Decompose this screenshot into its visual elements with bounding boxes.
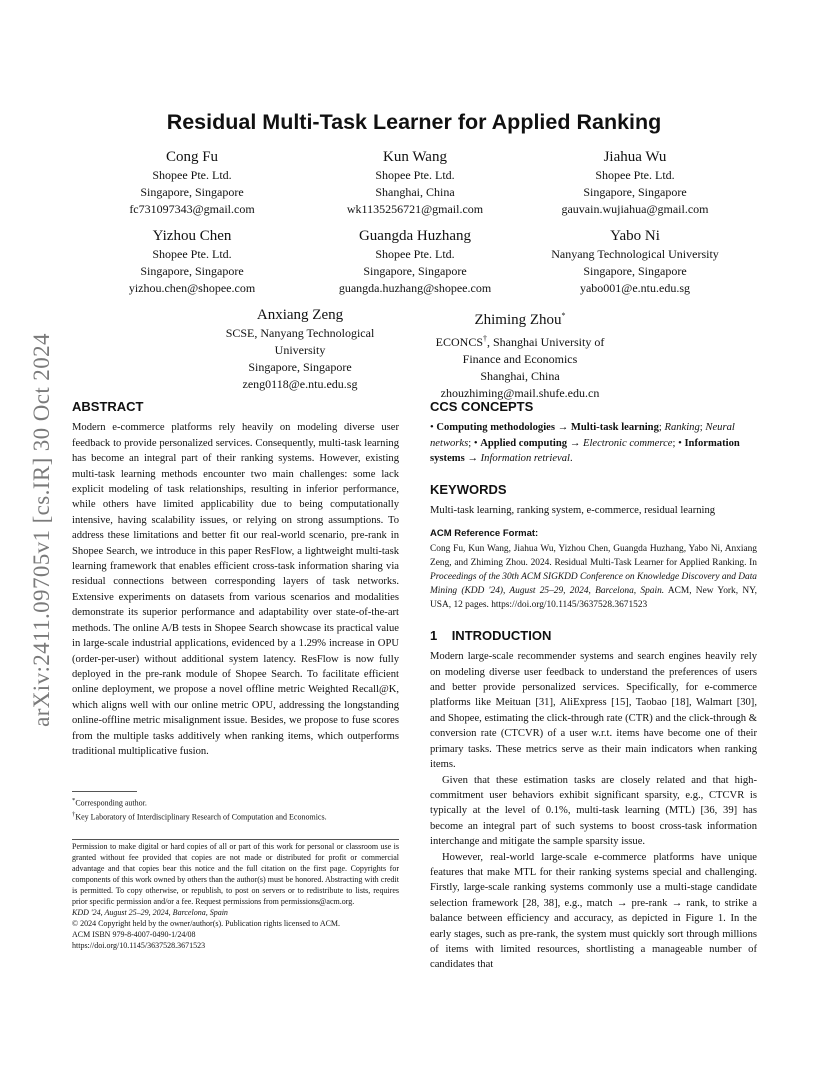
author-email: yabo001@e.ntu.edu.sg: [579, 281, 691, 295]
author-block: [410, 306, 630, 402]
abstract-section: [72, 399, 399, 759]
acm-ref-heading: ACM Reference Format:: [430, 528, 539, 540]
keywords-heading: KEYWORDS: [430, 481, 507, 497]
author-block: [310, 148, 520, 218]
author-affiliation: Shopee Pte. Ltd.: [152, 168, 232, 182]
ccs-item: Information systems: [430, 437, 740, 465]
author-block: [530, 148, 740, 218]
author-name: Guangda Huzhang: [358, 228, 472, 244]
author-name: Jiahua Wu: [603, 149, 667, 165]
author-email: wk1135256721@gmail.com: [346, 202, 484, 216]
ccs-item: Multi-task learning: [570, 422, 659, 434]
footnote-rule: [72, 791, 137, 792]
author-location: Singapore, Singapore: [140, 264, 244, 278]
author-email: zeng0118@e.ntu.edu.sg: [242, 377, 358, 391]
permission-block: [72, 839, 399, 951]
intro-paragraph-2: Given that these estimation tasks are closely related and that high-commitment user behaviors exhibit significant sparsity, e.g., CTCVR is typically at the level of 0.1%, multi-task learning (MTL) [36, 39] has become an integral part of such systems to boost cross-task information interchange and mitigate the sample sparsity issue.: [430, 774, 757, 848]
author-affiliation: University: [274, 343, 326, 357]
author-location: Shanghai, China: [480, 369, 560, 383]
affiliation-mark: †: [483, 334, 487, 343]
keywords-text: Multi-task learning, ranking system, e-commerce, residual learning: [430, 505, 716, 517]
acm-ref-text: Cong Fu, Kun Wang, Jiahua Wu, Yizhou Chen, Guangda Huzhang, Yabo Ni, Anxiang Zeng, and Zhiming Zhou. 2024. Residual Multi-Task Learner for Applied Ranking. In Proceedings of the 30th ACM SIGKDD Conference on Knowledge Discovery and Data Mining (KDD '24), August 25–29, 2024, Barcelona, Spain. ACM, New York, NY, USA, 12 pages. https://doi.org/10.1145/3637528.3671523: [430, 543, 757, 610]
author-name: Anxiang Zeng: [256, 307, 344, 323]
author-block: [310, 227, 520, 297]
intro-paragraph-1: Modern large-scale recommender systems and search engines heavily rely on modeling diverse user feedback to understand the preferences of users and better provide personalized services. Specifically, for e-commerce platforms like Meituan [31], AliExpress [15], Taobao [18], Walmart [30], and Shopee, estimating the click-through rate (CTR) and the click-through & conversion rate (CTCVR) of a user w.r.t. items have become one of their primary tasks. These metrics serve as their main indicators when ranking items.: [430, 651, 757, 771]
ccs-item: Ranking: [664, 422, 700, 434]
author-location: Singapore, Singapore: [140, 185, 244, 199]
ccs-item: Computing methodologies: [436, 422, 555, 434]
author-location: Singapore, Singapore: [248, 360, 352, 374]
author-email: fc731097343@gmail.com: [129, 202, 255, 216]
ccs-item: Neural networks: [430, 422, 735, 449]
ccs-concepts: • Computing methodologies → Multi-task learning; Ranking; Neural networks; • Applied computing → Electronic commerce; • Information systems → Information retrieval.: [430, 422, 740, 465]
copyright-line: © 2024 Copyright held by the owner/author(s). Publication rights licensed to ACM.: [72, 919, 341, 928]
author-email: guangda.huzhang@shopee.com: [338, 281, 492, 295]
author-name: Yabo Ni: [610, 228, 660, 244]
author-block: [530, 227, 740, 297]
footnote-key-lab: Key Laboratory of Interdisciplinary Research of Computation and Economics.: [75, 812, 327, 822]
author-affiliation: Shopee Pte. Ltd.: [375, 247, 455, 261]
ccs-item: Information retrieval: [480, 453, 570, 465]
abstract-heading: ABSTRACT: [72, 399, 144, 414]
author-affiliation: Shopee Pte. Ltd.: [595, 168, 675, 182]
corresponding-mark: *: [561, 311, 566, 320]
abstract-text: Modern e-commerce platforms rely heavily on modeling diverse user feedback to provide personalized services. Consequently, multi-task learning has become an integral part of their ranking systems. However, existing multi-task learning methods encounter two main challenges: some lack explicit modeling of task relationships, resulting in inferior performance, while others have limited applicability due to being computationally intensive, having scalability issues, or relying on strong assumptions. To address these limitations and better fit our real-world scenario, pre-rank in Shopee Search, we introduce in this paper ResFlow, a lightweight multi-task learning framework that enables efficient cross-task information sharing via residual connections between corresponding layers of task networks. Extensive experiments on datasets from various scenarios and modalities demonstrate its superior performance and adaptability over state-of-the-art methods. The online A/B tests in Shopee Search showcase its practical value in large-scale industrial applications, evidenced by a 1.29% increase in OPU (order-per-user) without additional system latency. ResFlow is now fully deployed in the pre-rank module of Shopee Search. To facilitate efficient online deployment, we propose a novel offline metric Weighted Recall@K, which aligns well with our online metric OPU, addressing the longstanding online-offline metric misalignment issue. Besides, we propose to fuse scores from the multiple tasks additively when ranking items, which outperforms traditional multiplicative fusion.: [72, 422, 399, 757]
author-location: Singapore, Singapore: [363, 264, 467, 278]
author-affiliation: Shopee Pte. Ltd.: [375, 168, 455, 182]
footnote-corresponding: Corresponding author.: [75, 798, 147, 808]
venue-line: KDD '24, August 25–29, 2024, Barcelona, Spain: [72, 908, 228, 917]
arxiv-identifier: arXiv:2411.09705v1 [cs.IR] 30 Oct 2024: [29, 333, 54, 727]
author-location: Shanghai, China: [375, 185, 455, 199]
author-location: Singapore, Singapore: [583, 264, 687, 278]
author-affiliation: Shopee Pte. Ltd.: [152, 247, 232, 261]
author-email: zhouzhiming@mail.shufe.edu.cn: [440, 386, 600, 400]
author-affiliation: SCSE, Nanyang Technological: [225, 326, 375, 340]
ccs-item: Applied computing: [480, 437, 568, 449]
author-block: [92, 148, 292, 218]
permission-text: Permission to make digital or hard copies of all or part of this work for personal or classroom use is granted without fee provided that copies are not made or distributed for profit or commercial advantage and that copies bear this notice and the full citation on the first page. Copyrights for components of this work owned by others than the author(s) must be honored. Abstracting with credit is permitted. To copy otherwise, or republish, to post on servers or to redistribute to lists, requires prior specific permission and/or a fee. Request permissions from permissions@acm.org.: [72, 842, 399, 906]
author-block: [200, 306, 400, 393]
author-name: Cong Fu: [165, 149, 219, 165]
author-name: Kun Wang: [383, 149, 447, 165]
author-name: Zhiming Zhou: [474, 312, 562, 328]
author-affiliation: ECONCS: [435, 335, 483, 349]
author-email: gauvain.wujiahua@gmail.com: [561, 202, 709, 216]
author-affiliation: , Shanghai University of: [487, 335, 605, 349]
author-location: Singapore, Singapore: [583, 185, 687, 199]
ccs-item: Electronic commerce: [582, 437, 673, 449]
author-name: Yizhou Chen: [152, 228, 232, 244]
arxiv-sidebar: [24, 300, 60, 760]
intro-paragraph-3: However, real-world large-scale e-commerce platforms have unique features that make MTL for their ranking systems special and challenging. Firstly, large-scale ranking systems commonly use a multi-stage candidate selection framework [28, 38], e.g., match → pre-rank → rank, to strike a balance between efficiency and accuracy, as depicted in Figure 1. In the early stages, such as pre-rank, the system must quickly sort through millions of items with limited resources, shortlisting a manageable number of candidates that: [430, 851, 757, 971]
author-affiliation: Nanyang Technological University: [551, 247, 719, 261]
doi-line: https://doi.org/10.1145/3637528.3671523: [72, 941, 206, 950]
intro-heading: INTRODUCTION: [451, 627, 552, 643]
right-column: [430, 399, 757, 973]
isbn-line: ACM ISBN 979-8-4007-0490-1/24/08: [72, 930, 196, 939]
paper-title: Residual Multi-Task Learner for Applied Ranking: [166, 110, 662, 134]
author-affiliation: Finance and Economics: [462, 352, 578, 366]
section-number: 1: [430, 627, 438, 643]
footnotes: *Corresponding author. †Key Laboratory of Interdisciplinary Research of Computation and Economics.: [72, 797, 327, 822]
author-block: [92, 227, 292, 297]
ccs-heading: CCS CONCEPTS: [430, 399, 534, 414]
author-email: yizhou.chen@shopee.com: [128, 281, 256, 295]
